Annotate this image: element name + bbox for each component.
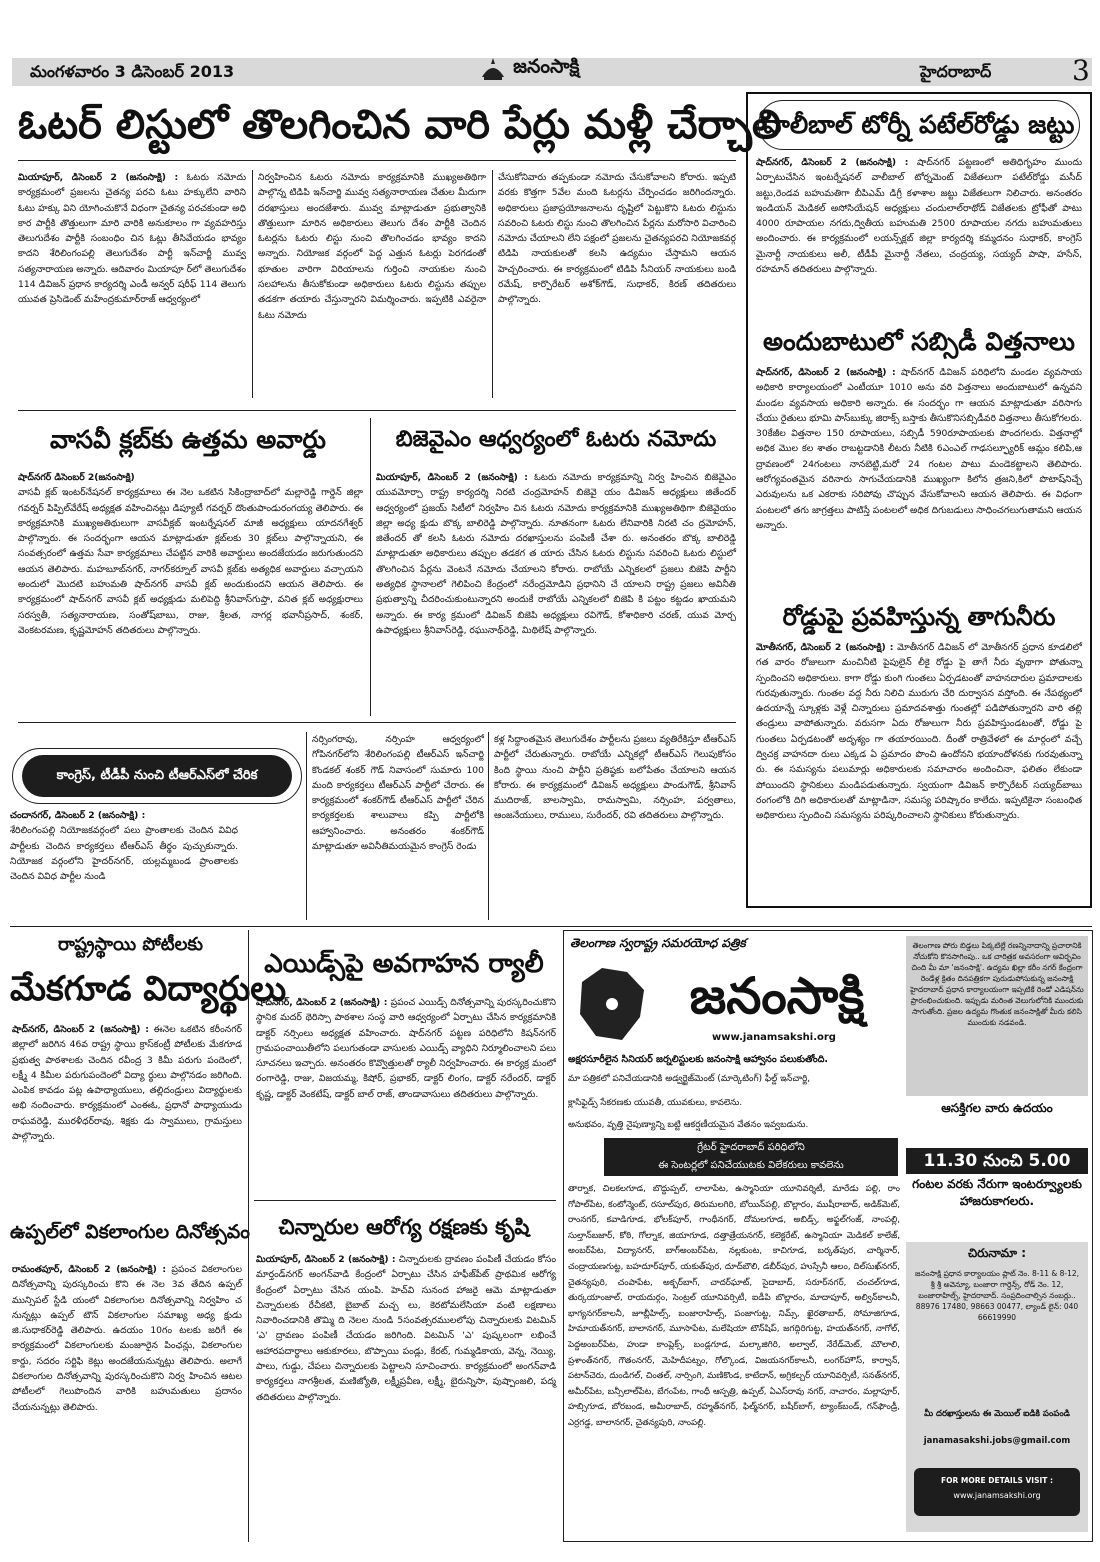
dateline: మోతీనగర్, డిసెంబర్ 2 (జనంసాక్షి) : xyxy=(756,642,894,653)
ad-invite: అక్షరసూరీలైన సినియర్ జర్నలిస్టులకు జనంసాక్షి ఆహ్వానం పలుకుతోంది. xyxy=(568,1054,829,1065)
article-aids xyxy=(256,995,556,1195)
divider xyxy=(18,160,736,161)
divider xyxy=(254,1200,556,1201)
ad-line2: క్లాసిఫైడ్స్ సేకరణకు యువతీ, యువకులు, కావలెను. xyxy=(568,1098,743,1108)
masthead xyxy=(478,55,628,85)
dateline: చందానగర్, డిసెంబర్ 2 (జనంసాక్షి) : xyxy=(10,810,146,821)
edition-city: హైదరాబాద్ xyxy=(920,62,992,81)
ad-interview-note: గంటల వరకు నేరుగా ఇంటర్వ్యూలకు హాజరుకాగలరు. xyxy=(912,1177,1082,1208)
dateline: షాద్‌నగర్ డిసెంబర్ 2(జనంసాక్షి) xyxy=(18,472,135,483)
article-text: ఓటరు నమోదు కార్యక్రమాన్ని నిర్వ హించిన బిజెవైఎం యువమోర్చా రాష్ట్ర కార్యదర్శి నిరటి చంద్రమోహన్ బిజెవై యం డివిజన్ అధ్యక్షులు జితేందర్ ఆధ్వర్యంలో ప్రజయ్ సిటీలో నిర్వహిం చిన ఓటరు నమోదు కార్యక్రమానికి ముఖ్యఅతిథిగా బిజెవైయం జిల్లా అధ్య క్షుడు బొక్క బాలిరెడ్డి పాల్గొన్నారు. నూతనంగా ఓటరు లేనివారికి నిరటి చం ద్రమోహన్, జితేందర్ తో కలసి ఓటరు నమోదు దరఖాస్తులను పంపిణీ చేశా రు. అనంతరం బొక్క బాలిరెడ్డి మాట్లాడుతూ అధికారులు తప్పుల తడకగ త యారు చేసిన ఓటరు లిస్టును సవరించి ఓటరు లిస్టులో తొలగించిన పేర్లను వెంటనే నమోదు చేయాలని కోరారు. రాబోయే ఎన్నికలలో ప్రజలు బిజెపి పార్టీని అత్యధిక స్థానాలలో గెలిపించి కేంద్రంలో నరేంద్రమోడిని ప్రధానిని చే యాలని రాష్ట్ర ప్రజలు అవినీతి ప్రభుత్వాన్ని చీదరించుకుంటున్నారని అందుకే రాబోయే ఎన్నికలలో బిజెపి కి పట్టం కట్టడం ఖాయమని అన్నారు. ఈ కార్య క్రమంలో డివిజన్ బిజెపి అధ్యక్షులు రవిగౌడ్, కోశాధికారి చరణ్, యువ మోర్చ ఉపాధ్యక్షులు శ్రీనివాస్‌రెడ్డి, రఘునాథ్‌రెడ్డి, మిథిలేష్ పాల్గొన్నారు. xyxy=(376,472,736,636)
divider xyxy=(18,410,736,411)
article-seeds xyxy=(756,365,1082,597)
page-number: 3 xyxy=(1072,54,1090,87)
divider xyxy=(488,732,489,920)
article-disabled xyxy=(12,1262,242,1542)
article-voter-col3: చేసుకోనివారు తప్పకుండా నమోదు చేసుకోవాలని కోరారు. ఇప్పటి వరకు కొత్తగా 5వేల మంది ఓటర్లను చేర్పించడం జరిగిందన్నారు. అధికారులు ప్రజాప్రయోజనాలను దృష్టిలో పెట్టుకొని ఓటరు లిస్టును సవరించి ఓటరు లిస్టు నుంచి తొలగించిన పేర్లను మరోసారి విచారించి నమోదు చేయాలని లేని పక్షంలో ప్రజలను చైతన్యపరచి నియోజకవర్గ టిడిపి నాయకులతో కలసి ఉద్యమం చేస్తామని ఆయన హెచ్చరించారు. ఈ కార్యక్రమంలో టిడిపి సీనియర్ నాయకులు బండి రమేష్, కార్పొరేటర్ అశోక్‌గౌడ్, సుధాకర్, కిరణ్ తదితరులు పాల్గొన్నారు. xyxy=(498,172,736,306)
dateline: మియాపూర్, డిసెంబర్ 2 (జనంసాక్షి) : xyxy=(18,172,179,183)
divider xyxy=(306,732,307,920)
article-goats xyxy=(12,1022,242,1207)
headline-seeds: అందుబాటులో సబ్సిడీ విత్తనాలు xyxy=(763,327,1075,356)
ad-area-list: తార్నాక, చిలకలగూడ, బొద్దుప్పల్, లాలాపేట, ఉస్మానియా యూనివర్శిటీ, మారేడు పల్లి, రాం గోపాల్‌పేట, కంటోన్మెంట్, రసూల్‌పుర, తిరుమలగిరి, బోయిన్‌పల్లి, బొల్లారం, ముషీరాబాద్, అడిక్‌మెట్, రాంనగర్, కవాడిగూడ, భోలక్‌పూర్, గాంధీనగర్, దోమలగూడ, అబిడ్స్, అఫ్జల్‌గంజ్, నాంపల్లి, సుల్తాన్‌బజార్, కోఠి, గోల్నాక, జియాగూడ, దత్తాత్రేయనగర్, కలెక్టరేట్, ఉస్మానియా మెడికల్ కాలేజ్, అంబర్‌పేట, విద్యానగర్, బాగ్‌అంబర్‌పేట, నల్లకుంట, కాచిగూడ, బర్కత్‌పుర, చార్మినార్, చంద్రాయణగుట్ట, బహదూర్‌పూర్, యకుత్‌పుర, దూద్‌బౌలి, డబీర్‌పుర, హుస్సేనీ ఆలం, దిల్‌సుఖ్‌నగర్, చైతన్యపురి, చంపాపేట, అక్బర్‌బాగ్, చాదర్‌ఘాట్, సైదాబాద్, సరూర్‌నగర్, చంచల్‌గూడ, తుర్కయాంజాల్, రాయదుర్గం, సెంట్రల్ యూనివర్సిటీ, ఐడీపి బొల్లారం, మాదాపూర్, అల్విన్‌కాలనీ, భాగ్యనగర్‌కాలనీ, జూబ్లీహిల్స్, బంజారాహిల్స్, పంజాగుట్ట, నిమ్స్, ఖైరతాబాద్, సోమాజిగూడ, హిమాయత్‌నగర్, బాలానగర్, మూసాపేట, మలేషియా టౌన్‌షిప్, జగద్గిరిగుట్ట, హయత్‌నగర్, నాగోల్, పెద్దఅంబర్‌పేట, హుడా కాంప్లెక్స్, బండ్లగూడ, మల్కాజిగిరి, అల్వాల్, నేరేడ్‌మెట్, మౌలాలి, ప్రశాంత్‌నగర్, గౌతంనగర్, మెహిదీపట్నం, గోల్కొండ, విజయనగర్‌కాలనీ, లంగర్‌హౌస్, కార్వాన్, పటాన్‌చెరు, దుండిగల్, చింతల్, నార్సింగి, మణికొండ, కాటేదాన్, అగ్రికల్చర్ యూనివర్సిటీ, సనత్‌నగర్, అమీర్‌పేట, బన్సీలాల్‌పేట, బేగంపేట, గాంధీ ఆస్పత్రి, ఉప్పల్, ఏఎస్‌రావు నగర్, నాచారం, మల్లాపూర్, హబ్సిగూడ, బోరబండ, అమీరాబాద్, రహ్మత్‌నగర్, ఫిల్మ్‌నగర్, బషీర్‌బాగ్, ట్యాంక్‌బండ్, గన్‌ఫౌండ్రీ, ఎర్రగడ్డ, బాలానగర్, చైతన్యపురి, నాంపల్లి. xyxy=(568,1184,900,1428)
divider xyxy=(18,722,736,723)
ad-greater-head: గ్రేటర్ హైదరాబాద్ పరిధిలోని xyxy=(697,1142,805,1153)
ad-line3: అనుభవం, వృత్తి నైపుణ్యాన్ని బట్టి ఆకర్షణీయమైన వేతనం ఇవ్వబడును. xyxy=(568,1120,809,1130)
ad-line1: మా పత్రికలో పనిచేయడానికి అడ్వర్టైజ్‌మెంట్ (మార్కెటింగ్) ఫీల్డ్ ఇన్‌చార్జి, xyxy=(568,1074,811,1084)
article-volleyball xyxy=(756,155,1082,320)
ad-mail-label: మీ దరఖాస్తులను ఈ మెయిల్ ఐడికి పంపండి xyxy=(924,1409,1070,1419)
ad-logo-text: జనంసాక్షి xyxy=(689,967,865,1025)
ad-interview-time: 11.30 నుంచి 5.00 xyxy=(906,1148,1088,1174)
headline-aids-rally: ఎయిడ్స్‌పై అవగాహన ర్యాలీ xyxy=(264,949,544,979)
ad-address-head: చిరునామా : xyxy=(967,1246,1027,1260)
ad-greater-sub: ఈ సెంటర్లలో పనిచేయుటకు విలేకరులు కావలెను xyxy=(658,1160,844,1171)
article-congress-col2: నర్సింగరావు, నర్సింహ ఆధ్వర్యంలో గోపినగర్‌లోని శేరిలింగంపల్లి టీఆర్‌ఎస్ ఇన్‌చార్జి కొండకల్ శంకర్ గౌడ్ నివాసంలో సుమారు 100 మంది కార్యకర్తలు టీఆర్‌ఎస్ పార్టీలో చేరారు. ఈ కార్యక్రమంలో శంకర్‌గౌడ్ టీఆర్‌ఎస్ పార్టీలో చేరిన కార్యకర్తలకు శాలువాలు కప్పి పార్టీలోకి ఆహ్వానించారు. అనంతరం శంకర్‌గౌడ్ మాట్లాడుతూ అవినీతిమయమైన కాంగ్రెస్ రెండు xyxy=(312,734,484,853)
masthead-title: జనంసాక్షి xyxy=(513,55,580,78)
divider xyxy=(248,930,249,1542)
article-text: వాసవీ క్లబ్ ఇంటర్‌నేషనల్ కార్యక్రమాలు ఈ నెల ఒకటిన సికింద్రాబాద్‌లో మల్లారెడ్డి గార్డెన్ జిల్లా గవర్నర్ పిప్పిల్‌వేరేష్ అధ్యక్షత వహించినట్లు డిప్యూటీ గవర్నర్ దొంతుపాండురంగయ్య తెలిపారు. ఈ కార్యక్రమానికి ముఖ్యఅతిథులుగా వాసవీక్లబ్ ఇంటర్నేషనల్ మాజీ అధ్యక్షులు యాదనగేశ్వర్ పాల్గొన్నారు. ఈ సందర్భంగా ఆయన మాట్లాడుతూ క్లబ్‌లకు 30 క్లబ్‌లు పాల్గొన్నాయని, ఈ సంవత్సరంలో ఉత్తమ సేవా కార్యక్రమాలు చేపట్టిన వారికి అవార్డులు అందజేయడం జరుగుతుందని ఆయన తెలిపారు. మహబూబ్‌నగర్, నాగర్‌కర్నూల్ వాసవీ క్లబ్‌కు అత్యధిక అవార్డులు వచ్చాయని అందులో మొదటి బహుమతి షాద్‌నగర్ వాసవీ క్లబ్ అందుకుందని ఆయన తెలిపారు. ఈ కార్యక్రమంలో షాద్‌నగర్ వాసవీ క్లబ్ అధ్యక్షుడు మలిపెద్ది శ్రీనివాస్‌గుప్తా, వనిత క్లబ్ అధ్యక్షురాలు సరస్వతీ, సత్యనారాయణ, సంతోష్‌బాబు, రాజు, శ్రీలత, నాగర్ల భవానీప్రసాద్, శంకర్, వెంకటరమణ, కృష్ణమోహన్ తదితరులు పాల్గొన్నారు. xyxy=(18,487,363,636)
article-text: ప్రపంచ ఎయిడ్స్ దినోత్సవాన్ని పురస్కరించుకొని స్థానిక మదర్ థెరిస్సా పాఠశాల సంస్థ వారి ఆధ్వర్యంలో ఏర్పాటు చేసిన కార్యక్రమానికి డాక్టర్ నర్సింలు అధ్యక్షత వహించారు. షాద్‌నగర్ పట్టణ పరిధిలోని కిషన్‌నగర్ గ్రామపంచాయితీలోని పలుగుతండా వాసులకు ఎయిడ్స్ వ్యాధిని నిర్మూలించాలని పలు సూచనలు ఇచ్చారు. అనంతరం కొవ్వొత్తులతో ర్యాలీ నిర్వహించారు. ఈ కార్యక్ర మంలో రంగారెడ్డి, రాజు, విజయమ్మ, కిషోర్, ప్రభాకర్, డాక్టర్ లింగం, డాక్టర్ నరేందర్, డాక్టర్ కృష్ణ, డాక్టర్ వెంకటేష్, డాక్టర్ బాల్ రాజ్, తాండావాసులు తదితరులు పాల్గొన్నారు. xyxy=(256,997,556,1100)
article-text: చిన్నారులకు ద్రావణం పంపిణీ చేయడం కోసం మార్తండ్‌నగర్ అంగన్‌వాడి కేంద్రంలో ఏర్పాటు చేసిన హఫీజ్‌పేట్ ప్రాథమిక ఆరోగ్య కేంద్రంలో ఏర్పాటు చేసిన యంపి. హెచ్‌వి సునంద హాజరై ఆమె మాట్లాడుతూ చిన్నారులకు రేచీకటి, బైబాట్ మచ్చ లు, కెరటోమలేసియా వంటి లక్షణాలు నివారించడానికి తొమ్మి ది నెలల నుండి 5సంవత్సరములలోపు చిన్నారులకు విటమిన్ 'ఎ' ద్రావణం పంపిణీ చేయడం జరిగింది. విటమిన్ 'ఎ' పుష్కలంగా లభించే ఆహారపదార్థాలు ఆకుకూరలు, బొప్పాయి పండ్లు, కేరట్, గుమ్మడికాయ, వెన్న, నెయ్యి, పాలు, గుడ్డు, చేపలు చిన్నారులకు పెట్టాలని సూచించారు. కార్యక్రమంలో అంగన్‌వాడి కార్యకర్తలు నాగశ్రీలత, మణిజ్యోతి, లక్ష్మీప్రవీణ, లక్ష్మీ, బైరున్నిసా, పుష్పాంజలి, పద్మ తదితరులు పాల్గొన్నారు. xyxy=(256,1254,557,1403)
article-text: శేరిలింగంపల్లి నియోజకవర్గంలో పలు ప్రాంతాలకు చెందిన వివిధ పార్టీలకు చెందిన కార్యకర్తలు టీఆర్‌ఎస్ తీర్థం పుచ్చుకున్నారు. నియోజక వర్గంలోని హైదర్‌నగర్, యల్లమ్మబండ ప్రాంతాలకు చెందిన వివిధ పార్టీల నుండి xyxy=(10,825,238,883)
headline-vasavi: వాసవీ క్లబ్‌కు ఉత్తమ అవార్డు xyxy=(50,425,326,454)
article-text: ఈనెల ఒకటిన కరీంనగర్ జిల్లాలో జరిగిన 46వ రాష్ట్ర స్థాయి క్రాస్‌కంట్రీ పోటీలకు మేకగూడ ప్రభుత్వ పాఠశాలకు చెందిన రవీంద్ర 3 కిమీ పరుగు పందెంలో, లక్ష్మీ 4 కిమీల పరుగుపందెంలో విద్యా ర్థులు పాల్గొనడం జరిగింది. ఎంపిక కావడం పట్ల ఉపాధ్యాయులు, తల్లిదండ్రులు విద్యార్థులకు అభి నందించారు. కార్యక్రమంలో ఎంఈఓ, ప్రధానో పాధ్యాయుడు రాఘవరెడ్డి, మురళీధర్‌రావు, శిక్షకు డు స్వాములు, గ్రామస్తులు పాల్గొన్నారు. xyxy=(12,1024,242,1143)
article-road-water xyxy=(756,640,1082,902)
dateline: రామంతపూర్, డిసెంబర్ 2 (జనంసాక్షి) : xyxy=(12,1264,167,1275)
article-vasavi xyxy=(18,470,363,715)
divider xyxy=(370,418,371,716)
ad-greater-hyd-banner xyxy=(604,1138,898,1176)
headline-congress: కాంగ్రెస్, టీడీపీ నుంచి టీఆర్‌ఎస్‌లో చేరిక xyxy=(22,755,292,797)
dateline: షాద్‌నగర్, డిసెంబర్ 2 (జనంసాక్షి) : xyxy=(256,997,388,1008)
headline-state-level: రాష్ట్రస్థాయి పోటీలకు xyxy=(57,934,203,955)
ad-tagline: తెలంగాణ స్వరాష్ట్ర సమరయోధ పత్రిక xyxy=(570,936,746,950)
issue-date: మంగళవారం 3 డిసెంబర్ 2013 xyxy=(30,62,235,81)
headline-bjym: బిజెవైఎం ఆధ్వర్యంలో ఓటరు నమోదు xyxy=(395,427,717,452)
article-text: మోతీనగర్ డివిజన్ లో మోతీనగర్ ప్రధాన కూడలిలో గత వారం రోజులుగా మంచినీటి పైపులైన్ లీకై రోడ్డు పై తాగే నీరు వృథాగా పోతున్నా స్పందించని అధికారులు. కాగా రోడ్డు కుంగి గుంతలు ఏర్పడటంతో వాహనదారుల ప్రమాదాలకు గురవుతున్నారు. గుంతల వద్ద నీరు నిలిచి మురుగు చేరి దుర్వాసన వస్తోంది. ఈ నేపథ్యంలో ఉదయాన్నే స్కూళ్లకు వెళ్లే చిన్నారులు ప్రమాదవశాత్తు గుంతల్లో పడిపోతున్నారని వారి తల్లి తండ్రులు వాపోతున్నారు. వరుసగా ఏదు రోజులుగా నీరు ప్రవహిస్తుండటంతో, రోడ్డు పై గుంతలు ఏర్పడటంతో అదృశ్యం గా తయారయింది. దీంతో రాత్రివేళలో ఈ మార్గంలో వచ్చే ద్విచక్ర వాహనదా రులు ఎక్కడ ఏ ప్రమాదం పొంచి ఉందోనని భయాందోళనకు గురవుతున్నా రు. ఈ సమస్యను పలుమార్లు అధికారులకు సమాచారం అందించినా, ఫలితం లేకుండా పోయిందని స్థానికులు మండిపడుతున్నారు. స్వయంగా డివిజన్ కార్పొరేటర్ సయ్యద్‌బాబు రంగంలోకి దిగి అధికారులతో మాట్లాడినా, సమస్య పరిష్కారం కాలేదు. ఇప్పటికైనా సంబంధిత అధికారులు స్పందించి సమస్యను పరిష్కరించాలని స్థానికులు కోరుతున్నారు. xyxy=(756,642,1082,822)
article-text: ఓటరు నమోదు కార్యక్రమంలో ప్రజలను చైతన్య పరచి ఓటు హక్కులేని వారిని ఓటు హక్కు విని యోగించుకొనే విధంగా చైతన్య పరచకుండా అధి కార పార్టీకి తొత్తులుగా మారి వారికి అనుకూలం గా వ్యవహరిస్తు తెలుగుదేశం పార్టీకి సంబంధిం చిన ఓట్లు తీసివేయడం భావ్యం కాదని శేరిలింగంపల్లి తెలుగుదేశం పార్టీ ఇన్‌చార్జీ మువ్వ సత్యనారాయణ అన్నారు. ఆదివారం మియాపూ ర్‌లో తెలుగుదేశం 114 డివిజన్ ప్రధాన కార్యదర్శి ఎండీ అన్వర్ షరీఫ్ 114 తెలుగు యువత ప్రెసిడెంట్ మహేంద్రకుమార్‌రాజ్ ఆధ్వర్యంలో xyxy=(18,172,247,306)
divider xyxy=(252,170,253,398)
ad-more-url[interactable]: www.janamsakshi.org xyxy=(953,1491,1041,1500)
article-voter-col1 xyxy=(18,170,246,400)
article-voter-col2: నిర్వహించిన ఓటరు నమోదు కార్యక్రమానికి ముఖ్యఅతిథిగా పాల్గొన్న టిడిపి ఇన్‌చార్జి మువ్వ సత్యనారాయణ చేతుల మీదుగా దరఖాస్తులు అందజేశారు. మువ్వ మాట్లాడుతూ ప్రభుత్వానికి తొత్తులుగా మారిన అధికారులు తెలుగు దేశం పార్టీకి చెందిన ఓటర్లను ఓటరు లిస్టు నుంచి తొలగించడం భావ్యం కాదని అన్నారు. నియోజక వర్గంలో పెద్ద ఎత్తున ఓటర్లు పెరగడంతో భూతుల వారిగా విరియాలను గుర్తించి నాయకుల నుంచి సలహాలను తీసుకోకుండా అధికారులు ఓటరు లిస్టును తప్పుల తడకగా తయారు చేస్తున్నారని విమర్శించారు. ఇప్పటికి ఎవరైనా ఓటు నమోదు xyxy=(258,172,486,321)
article-text: ప్రపంచ వికలాంగుల దినోత్సవాన్ని పురస్కరించు కొని ఈ నెల 3వ తేదిన ఉప్పల్ మున్సిపల్ స్టేడి యంలో వికలాంగుల దినోత్సవాన్ని నిర్వహిం చ నున్నట్లు ఉప్పల్ టౌన్ వికలాంగుల సమాఖ్య అధ్య క్షుడు జి.సుధాకర్‌రెడ్డి తెలిపారు. ఉదయం 10గం టలకు జరిగే ఈ కార్యక్రమంలో వికలాంగులకు మంజూరైన పింఛన్లు, వికలాంగుల కార్డు, సదరం సర్టిఫి కెట్లు అందజేయనున్నట్లు తెలిపారు. అలాగే వికలాంగుల దినోత్సవాన్ని పురస్కరించుకొని నిర్వ హించిన ఆటల పోటీలలో గెలుపొందిన వారికి బహుమతులు ప్రదానం చేయనున్నట్లు తెలిపారు. xyxy=(12,1264,242,1413)
headline-disabled-day: ఉప్పల్‌లో వికలాంగుల దినోత్సవం xyxy=(10,1221,250,1243)
dateline: షాద్‌నగర్, డిసెంబర్ 2 (జనంసాక్షి) : xyxy=(756,367,896,378)
article-child-health xyxy=(256,1252,556,1542)
ad-website: www.janamsakshi.org xyxy=(712,1032,836,1043)
divider xyxy=(10,926,1092,927)
article-congress-col1 xyxy=(10,808,238,918)
article-bjym xyxy=(376,470,736,715)
headline-voter-list: ఓటర్ లిస్టులో తొలగించిన వారి పేర్లు మళ్లీ చేర్చాలి xyxy=(18,102,782,148)
dateline: షాద్‌నగర్, డిసెంబర్ 2 (జనంసాక్షి) : xyxy=(756,157,909,168)
headline-road-water: రోడ్డుపై ప్రవహిస్తున్న తాగునీరు xyxy=(782,603,1056,631)
headline-mekaguda-students: మేకగూడ విద్యార్థులు xyxy=(10,969,287,1009)
divider xyxy=(492,170,493,398)
ad-address: జనంసాక్షి ప్రధాన కార్యాలయం ప్లాట్ నెం. 8-11 & 8-12, శ్రీ శ్రీ అవెన్యూ, బంజారా గార్డెన్స్, రోడ్ నెం. 12, బంజారాహిల్స్, హైదరాబాద్. సంప్రదించాల్సిన నంబర్లు.. 88976 17480, 98663 00477, ల్యాండ్ లైన్: 040 66619990 xyxy=(914,1269,1080,1322)
dateline: మియాపూర్, డిసెంబర్ 2 (జనంసాక్షి) : xyxy=(376,472,528,483)
article-congress-col3: కళ్ల సిద్ధాంతమైన తెలుగుదేశం పార్టీలను ప్రజలు వ్యతిరేకిస్తూ టీఆర్‌ఎస్ పార్టీలో చేరుతున్నారు. రాబోయే ఎన్నికల్లో టీఆర్‌ఎస్ గెలుపుకోసం కింది స్థాయి నుంచి పార్టీని ప్రతిష్ఠకు బలోపేతం చేయాలని ఆయన కోరారు. ఈ కార్యక్రమంలో డివిజన్ అధ్యక్షులు పాండుగౌడ్, శ్రీనివాస్ ముదిరాజ్, బాలస్వామి, రామస్వామి, నర్సింహ, పర్వతాలు, ఆంజనేయులు, రాములు, సురేందర్, రవి తదితరులు పాల్గొన్నారు. xyxy=(494,734,736,822)
lamp-logo-icon xyxy=(478,55,508,83)
article-text: షాద్‌నగర్ డివిజన్ పరిధిలోని మండల వ్యవసాయ అధికారి కార్యాలయంలో ఎంటీయూ 1010 అను వరి విత్తనాలు అందుబాటులో ఉన్నవని మండల వ్యవసాయ అధికారి అన్నారు. ఈ సందర్భం గా ఆయన మాట్లాడుతూ వరిసాగు చేయు రైతులు భూమి పాస్‌బుక్కు జిరాక్స్ బస్తాకు తీసుకొనిసబ్సిడీవరి విత్తనాలు తీసుకోగలరు. 30కేజీల విత్తనాల 150 రూపాయలు, సబ్సిడీ 590రూపాయలకు పొందగలరు. విత్తనాల్లో అధిక మొల కల శాతం రాబట్టడానికి లీటరు నీటికి 6ఎంఎల్ గాఢసల్ఫ్యూరిక్ ఆమ్లం కలిపి,ఆ ద్రావణంలో 24గంటలు నానబెట్టి,మరో 24 గంటల పాటు మండెకట్టాలని తెలిపారు. ఆరోగ్యవంతమైన వరినారు సాగుచేయడానికి ముఖ్యంగా కిలోన త్రజని,కిలో పొటాష్‌నిచ్చే ఎరువులను ఒక ఎకరాకు సరిపోవు చొప్పున వేసుకోవాలని ఆయన తెలిపారు. ఈ విధంగా పంటలలో తగు జాగ్రత్తలు పాటిస్తే పంటలలో అధిక దిగుబడులు సాధించగలుగుతామని ఆయన అన్నారు. xyxy=(756,367,1082,531)
headline-child-health: చిన్నారుల ఆరోగ్య రక్షణకు కృషి xyxy=(278,1215,530,1239)
ad-info-box: తెలంగాణ పోరు బిడ్డలు పిక్కటిల్లే రణన్నినాదాన్ని ప్రచారానికి నోచుకోని కొనసాగింపు.. ఒక చారిత్రక అవసరంగా ఆవిర్భవిం చింది మీ మా 'జనంసాక్షి'. ఉద్యమ ఖిల్లా కరీం నగర్ కేంద్రంగా రెండేళ్ల క్రితం దినపత్రికగా పురుడుపోసుకున్న జనంసాక్షి హైదరాబాద్ ప్రధాన కార్యాలయంగా ఇప్పటికే రెండో ఎడిషన్‌ను ప్రారంభించుకుంది. ఇప్పుడు మరింత వెలుగులోనికి ముందుకు సాగుతోంది. ప్రజల ఉద్యమ గొంతుక జనంసాక్షితో మీరు కలిసి ముందుకు నడవండి. xyxy=(906,936,1088,1096)
ad-more-details xyxy=(914,1468,1080,1516)
dateline: మియాపూర్, డిసెంబర్ 2 (జనంసాక్షి) : xyxy=(256,1254,396,1265)
headline-volleyball: వాలీబాల్ టోర్నీ పటేల్‌రోడ్డు జట్టు xyxy=(763,110,1075,139)
ad-more-label: FOR MORE DETAILS VISIT : xyxy=(940,1476,1054,1485)
telangana-map-icon xyxy=(572,962,652,1047)
article-text: షాద్‌నగర్ పట్టణంలో అతిధిగృహం ముందు ఏర్పాటుచేసిన ఇంటర్నేషనల్ వాలీబాల్ టోర్నమెంట్ విజేతలుగా పటేల్‌రోడ్డు మసీద్ జట్టు,రెండవ బహుమతిగా బీపిఎమ్ డిగ్రీ కళాశాల జట్టు విజేతలుగా నిలిచారు. అనంతరం ఇండియన్ మెడికల్ అసోసియేషన్ అధ్యక్షులు చందులాల్‌రాథోడ్ విజేతలకు ట్రోఫీతో పాటు 4000 రూపాయల నగదు,ద్వితీయ బహుమతి 2500 రూపాయల నగదు బహుమతులు అందించారు. ఈ కార్యక్రమంలో లయన్స్‌క్లబ్ జిల్లా కార్యదర్శి కమ్మదనం సుధాకర్, కాంగ్రెస్ మైనార్టీ నాయకులు అలీ, టీడీపీ మైనార్టీ నేతలు, చంద్రయ్య, సయ్యద్ పాషా, హసేన్, రహమాన్ తదితరులు పాల్గొన్నారు. xyxy=(756,157,1082,276)
ad-interested: ఆసక్తిగల వారు ఉదయం xyxy=(941,1101,1053,1115)
ad-email[interactable]: janamasakshi.jobs@gmail.com xyxy=(923,1436,1071,1446)
dateline: షాద్‌నగర్, డిసెంబర్ 2 (జనంసాక్షి) : xyxy=(12,1024,149,1035)
